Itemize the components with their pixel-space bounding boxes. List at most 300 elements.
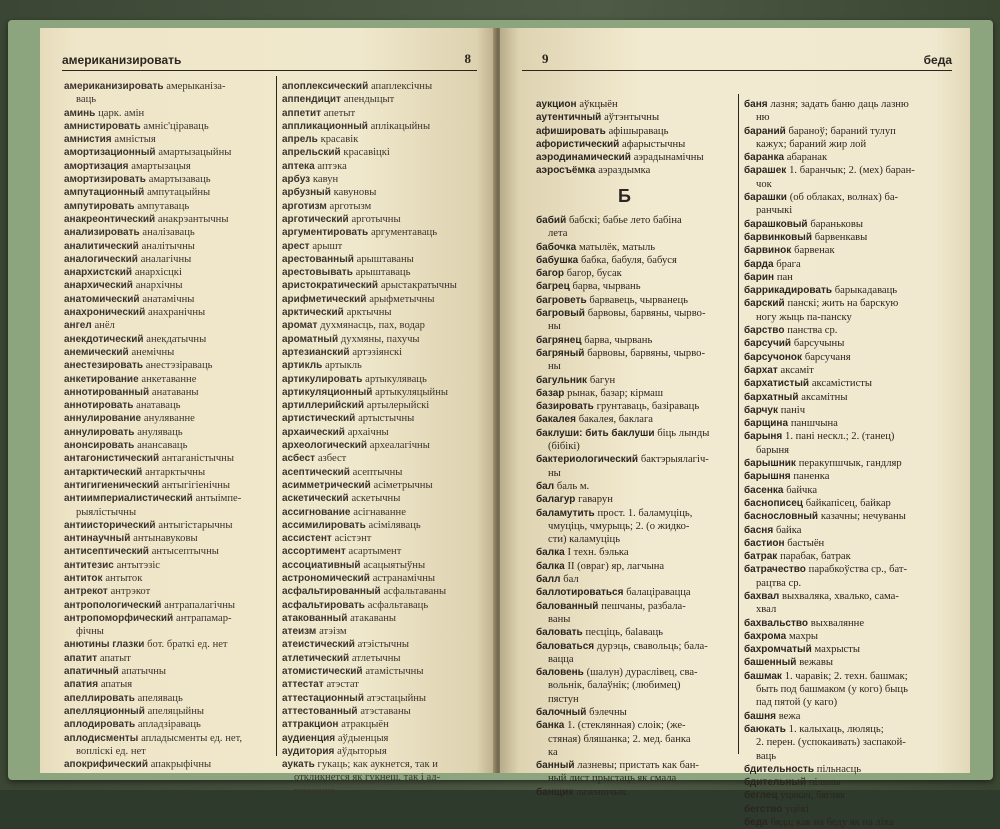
dictionary-entry xyxy=(64,452,274,465)
entry-headword: атомистический xyxy=(282,666,366,678)
entry-translation: рыялістычны xyxy=(76,506,137,518)
entry-headword: банка xyxy=(536,720,568,732)
entry-translation: анатамічны xyxy=(142,293,195,305)
dictionary-entry xyxy=(282,146,487,159)
dictionary-entry xyxy=(282,93,487,106)
entry-translation: (бібікі) xyxy=(548,441,580,453)
entry-translation: вежа xyxy=(778,710,801,722)
entry-translation: антысептычны xyxy=(151,546,219,558)
dictionary-entry xyxy=(744,271,944,284)
dictionary-entry xyxy=(282,173,487,186)
entry-translation: археалагічны xyxy=(369,440,430,452)
entry-headword: аппетит xyxy=(282,107,324,119)
entry-headword: багрянец xyxy=(536,334,585,346)
entry-headword: апрель xyxy=(282,134,321,146)
dictionary-entry xyxy=(64,519,274,532)
dictionary-entry xyxy=(744,151,944,164)
entry-translation: кавуновы xyxy=(333,187,377,199)
dictionary-entry xyxy=(744,696,944,709)
dictionary-entry xyxy=(64,625,274,638)
entry-translation: аналізаваць xyxy=(142,227,195,239)
dictionary-entry xyxy=(64,293,274,306)
entry-headword: антропоморфический xyxy=(64,612,176,624)
dictionary-entry xyxy=(536,546,736,559)
section-letter: Б xyxy=(618,186,631,206)
entry-translation: барсучаня xyxy=(804,351,851,363)
entry-translation: бастыён xyxy=(787,537,825,549)
entry-headword: бал xyxy=(536,480,557,492)
dictionary-entry xyxy=(744,563,944,576)
entry-headword: барский xyxy=(744,298,788,310)
entry-translation: антаганістычны xyxy=(161,453,234,465)
entry-headword: аплодисменты xyxy=(64,732,142,744)
dictionary-entry xyxy=(282,599,487,612)
entry-translation: аплікацыйны xyxy=(370,120,431,132)
dictionary-entry xyxy=(282,253,487,266)
entry-translation: пястун xyxy=(548,693,579,705)
dictionary-entry xyxy=(536,164,736,177)
entry-translation: анемічны xyxy=(131,346,175,358)
entry-headword: антитезис xyxy=(64,559,117,571)
dictionary-entry xyxy=(282,452,487,465)
dictionary-entry xyxy=(536,560,736,573)
dictionary-entry xyxy=(536,493,736,506)
dictionary-entry xyxy=(536,227,736,240)
entry-translation: пад пятой (у каго) xyxy=(756,697,838,709)
entry-headword: аппендицит xyxy=(282,94,344,106)
entry-translation: барвенкавы xyxy=(814,231,868,243)
dictionary-entry xyxy=(64,107,274,120)
entry-translation: ны xyxy=(548,321,561,333)
entry-translation: анархічны xyxy=(135,280,183,292)
entry-translation: гукнецца xyxy=(294,785,336,797)
entry-headword: астрономический xyxy=(282,572,373,584)
entry-translation: вольнік, балаўнік; (любимец) xyxy=(548,680,681,692)
entry-translation: балаціравацца xyxy=(626,587,691,599)
dictionary-entry xyxy=(64,213,274,226)
entry-translation: лазневы; пристать как бан- xyxy=(577,760,699,772)
entry-translation: ваны xyxy=(548,613,571,625)
entry-translation: асацыятыўны xyxy=(363,559,426,571)
entry-headword: анестезировать xyxy=(64,360,146,372)
entry-translation: грунтаваць, базіраваць xyxy=(596,401,700,413)
dictionary-entry xyxy=(282,466,487,479)
dictionary-entry xyxy=(64,758,274,771)
entry-translation: арготызм xyxy=(329,200,372,212)
dictionary-entry xyxy=(282,771,487,784)
dictionary-entry xyxy=(536,413,736,426)
dictionary-entry xyxy=(64,439,274,452)
entry-translation: уцёкі xyxy=(785,803,809,815)
dictionary-entry xyxy=(536,613,736,626)
dictionary-entry xyxy=(536,427,736,440)
dictionary-entry xyxy=(64,692,274,705)
entry-translation: ранчыкі xyxy=(756,205,793,217)
entry-headword: банщик xyxy=(536,786,577,798)
dictionary-entry xyxy=(282,120,487,133)
dictionary-entry xyxy=(282,386,487,399)
entry-translation: вежавы xyxy=(799,657,833,669)
entry-headword: баррикадировать xyxy=(744,285,835,297)
dictionary-entry xyxy=(282,186,487,199)
entry-headword: афишировать xyxy=(536,125,609,137)
dictionary-entry xyxy=(744,617,944,630)
dictionary-entry xyxy=(536,374,736,387)
entry-translation: анкетаванне xyxy=(141,373,197,385)
entry-translation: духмяны, пахучы xyxy=(340,333,420,345)
dictionary-entry xyxy=(744,351,944,364)
entry-translation: выхвалянне xyxy=(810,617,865,629)
entry-translation: арыштаваны xyxy=(356,253,414,265)
entry-headword: ассистент xyxy=(282,533,335,545)
dictionary-entry xyxy=(282,359,487,372)
entry-headword: антиисторический xyxy=(64,519,159,531)
entry-headword: балка xyxy=(536,560,568,572)
entry-headword: асфальтированный xyxy=(282,586,384,598)
entry-headword: апатит xyxy=(64,652,100,664)
dictionary-entry xyxy=(64,373,274,386)
entry-headword: багряный xyxy=(536,347,588,359)
entry-translation: артыстычны xyxy=(358,413,415,425)
entry-headword: анархистский xyxy=(64,267,135,279)
entry-headword: баюкать xyxy=(744,723,789,735)
entry-headword: балка xyxy=(536,547,568,559)
entry-translation: атракцыён xyxy=(341,719,389,731)
entry-headword: ассортимент xyxy=(282,546,349,558)
dictionary-entry xyxy=(282,519,487,532)
entry-headword: антинаучный xyxy=(64,533,134,545)
dictionary-entry xyxy=(64,80,274,93)
entry-headword: аннотировать xyxy=(64,400,137,412)
dictionary-entry xyxy=(64,386,274,399)
entry-headword: багровый xyxy=(536,308,588,320)
entry-translation: архаічны xyxy=(347,426,389,438)
entry-headword: беда xyxy=(744,817,771,829)
entry-headword: атакованный xyxy=(282,612,351,624)
entry-translation: пільнасць xyxy=(816,763,862,775)
dictionary-entry xyxy=(744,111,944,124)
entry-headword: бахвал xyxy=(744,590,783,602)
entry-translation: апеляваць xyxy=(137,692,183,704)
entry-headword: аптека xyxy=(282,160,318,172)
dictionary-entry xyxy=(536,786,736,799)
entry-translation: красавіцкі xyxy=(343,147,390,159)
entry-translation: 1. (стеклянная) слоік; (же- xyxy=(567,720,686,732)
dictionary-entry xyxy=(744,191,944,204)
entry-headword: аромат xyxy=(282,320,321,332)
entry-translation: анакрэантычны xyxy=(157,213,229,225)
entry-headword: археологический xyxy=(282,440,370,452)
entry-headword: баснописец xyxy=(744,497,806,509)
dictionary-entry xyxy=(536,626,736,639)
entry-headword: амнистия xyxy=(64,134,115,146)
entry-translation: аскетычны xyxy=(351,493,401,505)
dictionary-entry xyxy=(744,736,944,749)
dictionary-entry xyxy=(64,652,274,665)
dictionary-entry xyxy=(744,683,944,696)
entry-headword: басенка xyxy=(744,484,787,496)
dictionary-entry xyxy=(744,763,944,776)
dictionary-entry xyxy=(64,412,274,425)
dictionary-entry xyxy=(536,746,736,759)
entry-headword: анкетирование xyxy=(64,373,142,385)
right-column-1-top xyxy=(536,98,736,178)
entry-translation: артыкуляцыйны xyxy=(375,386,448,398)
dictionary-entry xyxy=(64,745,274,758)
entry-translation: барвенак xyxy=(794,245,835,257)
entry-headword: апрельский xyxy=(282,147,344,159)
dictionary-entry xyxy=(282,665,487,678)
dictionary-entry xyxy=(64,146,274,159)
entry-headword: барин xyxy=(744,271,777,283)
entry-translation: 1. баранчык; 2. (мех) баран- xyxy=(789,165,915,177)
entry-translation: бал xyxy=(563,574,579,586)
entry-headword: барсучонок xyxy=(744,351,805,363)
dictionary-entry xyxy=(64,253,274,266)
entry-headword: амортизация xyxy=(64,160,132,172)
dictionary-entry xyxy=(744,510,944,523)
entry-headword: арготический xyxy=(282,213,352,225)
entry-headword: баловать xyxy=(536,627,586,639)
dictionary-entry xyxy=(64,333,274,346)
entry-translation: бакалея, баклага xyxy=(578,414,654,426)
entry-headword: аминь xyxy=(64,107,99,119)
entry-translation: асістэнт xyxy=(334,533,372,545)
entry-translation: асіметрычны xyxy=(373,479,433,491)
entry-headword: аннулирование xyxy=(64,413,144,425)
entry-translation: ваць xyxy=(76,94,97,106)
dictionary-entry xyxy=(536,138,736,151)
entry-translation: песціць, бalaваць xyxy=(585,627,664,639)
entry-translation: апладзіраваць xyxy=(137,719,201,731)
dictionary-entry xyxy=(64,266,274,279)
entry-headword: балованный xyxy=(536,600,602,612)
entry-translation: лазеншчык xyxy=(576,786,627,798)
entry-headword: антагонистический xyxy=(64,453,162,465)
entry-headword: базар xyxy=(536,387,568,399)
entry-translation: перакупшчык, гандляр xyxy=(798,458,902,470)
dictionary-entry xyxy=(282,785,487,798)
entry-headword: барда xyxy=(744,258,777,270)
entry-translation: ногу жыць па-панску xyxy=(756,311,852,323)
dictionary-entry xyxy=(744,125,944,138)
entry-translation: астранамічны xyxy=(372,572,435,584)
dictionary-entry xyxy=(744,430,944,443)
entry-translation: пешчаны, разбала- xyxy=(601,600,686,612)
dictionary-entry xyxy=(64,426,274,439)
entry-translation: анахранічны xyxy=(148,307,206,319)
entry-translation: аэрадынамічны xyxy=(633,152,704,164)
entry-headword: антрекот xyxy=(64,586,111,598)
entry-headword: апелляционный xyxy=(64,705,148,717)
entry-headword: бдительность xyxy=(744,763,817,775)
dictionary-entry xyxy=(64,545,274,558)
entry-translation: гукаць; как аукнется, так и xyxy=(317,759,438,771)
entry-translation: артыкуляваць xyxy=(365,373,427,385)
entry-headword: арифметический xyxy=(282,293,370,305)
entry-translation: бяда; как на беду як на ліха xyxy=(770,817,894,829)
dictionary-entry xyxy=(536,586,736,599)
entry-translation: аксамітны xyxy=(801,391,848,403)
entry-headword: аттестат xyxy=(282,679,327,691)
entry-translation: асептычны xyxy=(352,466,403,478)
entry-translation: багун xyxy=(589,374,616,386)
entry-translation: арыстакратычны xyxy=(380,280,457,292)
entry-translation: быть под башмаком (у кого) быць xyxy=(756,684,908,696)
dictionary-entry xyxy=(536,98,736,111)
entry-translation: аналагічны xyxy=(140,253,192,265)
dictionary-entry xyxy=(536,400,736,413)
entry-translation: атамістычны xyxy=(365,666,424,678)
dictionary-entry xyxy=(744,630,944,643)
entry-headword: анатомический xyxy=(64,293,143,305)
left-column-2 xyxy=(282,80,487,798)
dictionary-entry xyxy=(536,679,736,692)
entry-translation: рынак, базар; кірмаш xyxy=(567,387,663,399)
dictionary-entry xyxy=(744,204,944,217)
dictionary-entry xyxy=(744,590,944,603)
entry-headword: банный xyxy=(536,760,578,772)
entry-headword: баловаться xyxy=(536,640,597,652)
entry-translation: арыфметычны xyxy=(369,293,435,305)
dictionary-entry xyxy=(64,599,274,612)
entry-translation: анансаваць xyxy=(137,440,188,452)
entry-headword: аэродинамический xyxy=(536,152,634,164)
entry-headword: баклуши: бить баклуши xyxy=(536,427,658,439)
dictionary-entry xyxy=(536,125,736,138)
right-column-2 xyxy=(744,98,944,829)
entry-translation: лазня; задать баню даць лазню xyxy=(770,99,909,110)
dictionary-entry xyxy=(64,240,274,253)
entry-headword: балочный xyxy=(536,706,590,718)
dictionary-entry xyxy=(64,173,274,186)
entry-translation: барыкадаваць xyxy=(834,285,898,297)
entry-headword: апокрифический xyxy=(64,759,151,771)
entry-headword: атеизм xyxy=(282,626,320,638)
entry-translation: аксаміт xyxy=(780,364,814,376)
entry-headword: барашковый xyxy=(744,218,811,230)
entry-headword: артикулировать xyxy=(282,373,366,385)
dictionary-entry xyxy=(536,214,736,227)
dictionary-entry xyxy=(744,244,944,257)
entry-headword: башмак xyxy=(744,670,785,682)
dictionary-entry xyxy=(536,111,736,124)
entry-headword: барщина xyxy=(744,418,791,430)
dictionary-entry xyxy=(64,585,274,598)
entry-translation: асартымент xyxy=(348,546,402,558)
dictionary-entry xyxy=(744,377,944,390)
dictionary-entry xyxy=(744,656,944,669)
dictionary-entry xyxy=(64,346,274,359)
column-divider xyxy=(276,76,277,756)
dictionary-entry xyxy=(64,466,274,479)
entry-translation: духмянасць, пах, водар xyxy=(320,320,425,332)
entry-translation: антытэзіс xyxy=(116,559,160,571)
entry-headword: аукцион xyxy=(536,99,580,110)
entry-headword: барвинок xyxy=(744,245,795,257)
dictionary-entry xyxy=(282,758,487,771)
dictionary-entry xyxy=(64,160,274,173)
entry-headword: анютины глазки xyxy=(64,639,148,651)
entry-headword: артезианский xyxy=(282,346,353,358)
dictionary-entry xyxy=(744,391,944,404)
entry-translation: парабак, батрак xyxy=(780,551,851,563)
entry-translation: ный лист прыстаць як смала xyxy=(548,773,677,785)
dictionary-entry xyxy=(282,279,487,292)
dictionary-entry xyxy=(282,439,487,452)
entry-headword: анемический xyxy=(64,346,132,358)
entry-translation: ампутацыйны xyxy=(147,187,211,199)
entry-headword: апоплексический xyxy=(282,81,371,92)
dictionary-entry xyxy=(744,311,944,324)
entry-translation: панскі; жить на барскую xyxy=(787,298,899,310)
dictionary-entry xyxy=(64,732,274,745)
dictionary-entry xyxy=(744,138,944,151)
entry-headword: антропологический xyxy=(64,599,165,611)
entry-translation: барвавець, чырванець xyxy=(589,294,688,306)
entry-headword: барство xyxy=(744,325,788,337)
entry-translation: барвовы, барвяны, чырво- xyxy=(587,347,705,359)
entry-headword: балагур xyxy=(536,494,579,506)
dictionary-entry xyxy=(64,93,274,106)
entry-translation: ка xyxy=(548,746,558,758)
entry-translation: абаранак xyxy=(786,152,828,164)
dictionary-entry xyxy=(282,226,487,239)
entry-translation: пільны xyxy=(808,777,841,789)
entry-translation: асігнаванне xyxy=(353,506,406,518)
dictionary-entry xyxy=(64,399,274,412)
entry-headword: антигигиенический xyxy=(64,479,162,491)
dictionary-entry xyxy=(536,772,736,785)
dictionary-entry xyxy=(64,705,274,718)
dictionary-entry xyxy=(536,573,736,586)
dictionary-entry xyxy=(536,151,736,164)
entry-translation: арыштаваць xyxy=(355,267,411,279)
entry-translation: арготычны xyxy=(351,213,401,225)
entry-headword: арготизм xyxy=(282,200,330,212)
dictionary-entry xyxy=(744,670,944,683)
dictionary-entry xyxy=(282,625,487,638)
dictionary-entry xyxy=(744,178,944,191)
dictionary-entry xyxy=(744,723,944,736)
dictionary-entry xyxy=(64,559,274,572)
entry-translation: апетыт xyxy=(323,107,356,119)
entry-translation: арктычны xyxy=(346,307,392,319)
entry-headword: арестованный xyxy=(282,253,357,265)
dictionary-entry xyxy=(536,267,736,280)
entry-translation: барва, чырвань xyxy=(584,334,653,346)
entry-headword: башня xyxy=(744,710,779,722)
entry-translation: матылёк, матыль xyxy=(578,241,656,253)
entry-headword: апатичный xyxy=(64,666,122,678)
entry-translation: ануляваць xyxy=(137,426,183,438)
dictionary-entry xyxy=(64,359,274,372)
entry-headword: ассигнование xyxy=(282,506,354,518)
entry-headword: багроветь xyxy=(536,294,590,306)
entry-headword: ангел xyxy=(64,320,95,332)
entry-headword: басня xyxy=(744,524,776,536)
entry-translation: атлетычны xyxy=(351,652,401,664)
dictionary-entry xyxy=(744,457,944,470)
entry-headword: балл xyxy=(536,574,564,586)
entry-headword: ароматный xyxy=(282,333,341,345)
dictionary-entry xyxy=(536,640,736,653)
dictionary-entry xyxy=(64,492,274,505)
dictionary-entry xyxy=(282,240,487,253)
dictionary-entry xyxy=(536,440,736,453)
entry-translation: анестэзіраваць xyxy=(145,360,213,372)
entry-translation: паніч xyxy=(780,404,806,416)
